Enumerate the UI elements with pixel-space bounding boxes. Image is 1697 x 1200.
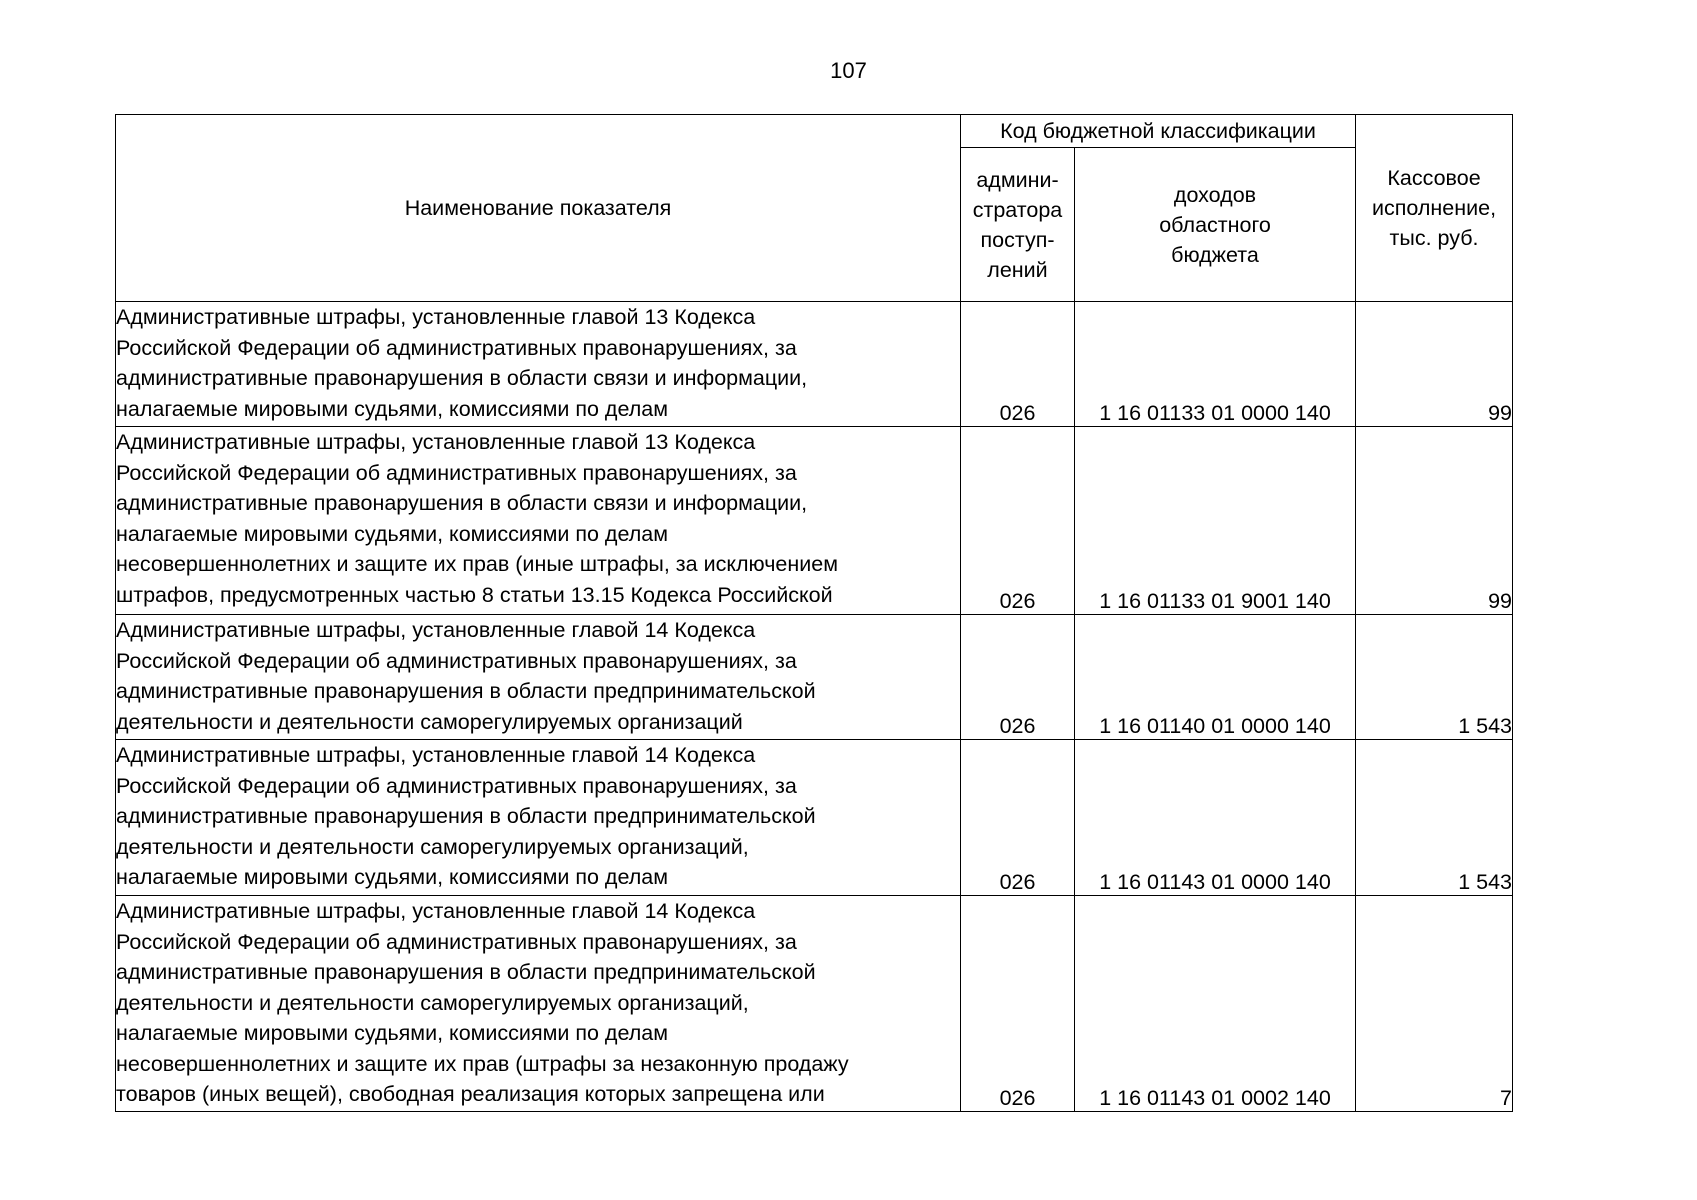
row-name-line: Административные штрафы, установленные главой 14 Кодекса (116, 618, 756, 642)
row-name-line: Административные штрафы, установленные главой 13 Кодекса (116, 430, 756, 454)
row-admin-code: 026 (961, 302, 1075, 427)
row-amount: 1 543 (1356, 615, 1513, 740)
row-name-line: Административные штрафы, установленные главой 14 Кодекса (116, 899, 756, 923)
row-indicator-name (116, 427, 961, 615)
row-admin-code: 026 (961, 615, 1075, 740)
row-amount: 99 (1356, 427, 1513, 615)
row-name-line: Российской Федерации об административных правонарушениях, за (116, 773, 797, 798)
row-name-line: деятельности и деятельности саморегулируемых организаций, (116, 834, 749, 859)
header-income (1075, 148, 1356, 302)
row-name-line: Российской Федерации об административных правонарушениях, за (116, 460, 797, 485)
row-name-line: штрафов, предусмотренных частью 8 статьи 13.15 Кодекса Российской (116, 582, 833, 607)
row-name-line: налагаемые мировыми судьями, комиссиями по делам (116, 396, 668, 421)
table-row (116, 896, 1513, 1112)
header-amount-line-2: исполнение, (1371, 196, 1497, 220)
header-admin-line-1: админи- (976, 167, 1059, 192)
row-admin-code: 026 (961, 896, 1075, 1112)
header-admin-line-4: лений (987, 257, 1048, 282)
header-indicator-name: Наименование показателя (116, 115, 961, 302)
row-name-line: административные правонарушения в области предпринимательской (116, 960, 816, 984)
table-row (116, 302, 1513, 427)
row-name-line: товаров (иных вещей), свободная реализация которых запрещена или (116, 1082, 825, 1106)
row-name-line: налагаемые мировыми судьями, комиссиями по делам (116, 865, 668, 889)
row-name-line: Российской Федерации об административных правонарушениях, за (116, 648, 797, 673)
row-indicator-name (116, 896, 961, 1112)
row-budget-code: 1 16 01133 01 9001 140 (1075, 427, 1356, 615)
header-admin-line-3: поступ- (980, 227, 1055, 252)
table-row (116, 427, 1513, 615)
header-code-group: Код бюджетной классификации (961, 115, 1356, 148)
header-income-line-3: бюджета (1171, 242, 1259, 267)
row-name-line: налагаемые мировыми судьями, комиссиями по делам (116, 1021, 668, 1045)
row-indicator-name (116, 740, 961, 896)
row-name-line: налагаемые мировыми судьями, комиссиями по делам (116, 521, 668, 546)
row-name-line: административные правонарушения в области связи и информации, (116, 491, 808, 515)
row-name-line: Российской Федерации об административных правонарушениях, за (116, 929, 797, 954)
row-amount: 99 (1356, 302, 1513, 427)
header-amount-line-3: тыс. руб. (1389, 226, 1479, 250)
page-number: 107 (830, 58, 867, 83)
row-amount: 7 (1356, 896, 1513, 1112)
header-amount (1356, 115, 1513, 302)
row-budget-code: 1 16 01143 01 0002 140 (1075, 896, 1356, 1112)
header-amount-line-1: Кассовое (1387, 166, 1481, 190)
row-admin-code: 026 (961, 740, 1075, 896)
header-income-line-2: областного (1159, 212, 1271, 237)
row-name-line: административные правонарушения в области предпринимательской (116, 804, 816, 828)
row-name-line: Административные штрафы, установленные главой 14 Кодекса (116, 743, 756, 767)
row-indicator-name (116, 615, 961, 740)
budget-table (115, 114, 1513, 1112)
row-name-line: деятельности и деятельности саморегулируемых организаций (116, 709, 743, 734)
row-name-line: несовершеннолетних и защите их прав (штрафы за незаконную продажу (116, 1051, 849, 1076)
header-row-top (116, 115, 1513, 148)
table-row (116, 615, 1513, 740)
header-admin-line-2: стратора (972, 197, 1063, 222)
header-admin (961, 148, 1075, 302)
header-income-line-1: доходов (1173, 182, 1257, 207)
row-name-line: деятельности и деятельности саморегулируемых организаций, (116, 990, 749, 1015)
row-name-line: Административные штрафы, установленные главой 13 Кодекса (116, 305, 756, 329)
row-budget-code: 1 16 01143 01 0000 140 (1075, 740, 1356, 896)
row-indicator-name (116, 302, 961, 427)
row-admin-code: 026 (961, 427, 1075, 615)
row-name-line: административные правонарушения в области связи и информации, (116, 366, 808, 390)
row-budget-code: 1 16 01140 01 0000 140 (1075, 615, 1356, 740)
row-name-line: административные правонарушения в области предпринимательской (116, 679, 816, 703)
row-amount: 1 543 (1356, 740, 1513, 896)
row-budget-code: 1 16 01133 01 0000 140 (1075, 302, 1356, 427)
table-row (116, 740, 1513, 896)
row-name-line: несовершеннолетних и защите их прав (иные штрафы, за исключением (116, 552, 838, 576)
row-name-line: Российской Федерации об административных правонарушениях, за (116, 335, 797, 360)
